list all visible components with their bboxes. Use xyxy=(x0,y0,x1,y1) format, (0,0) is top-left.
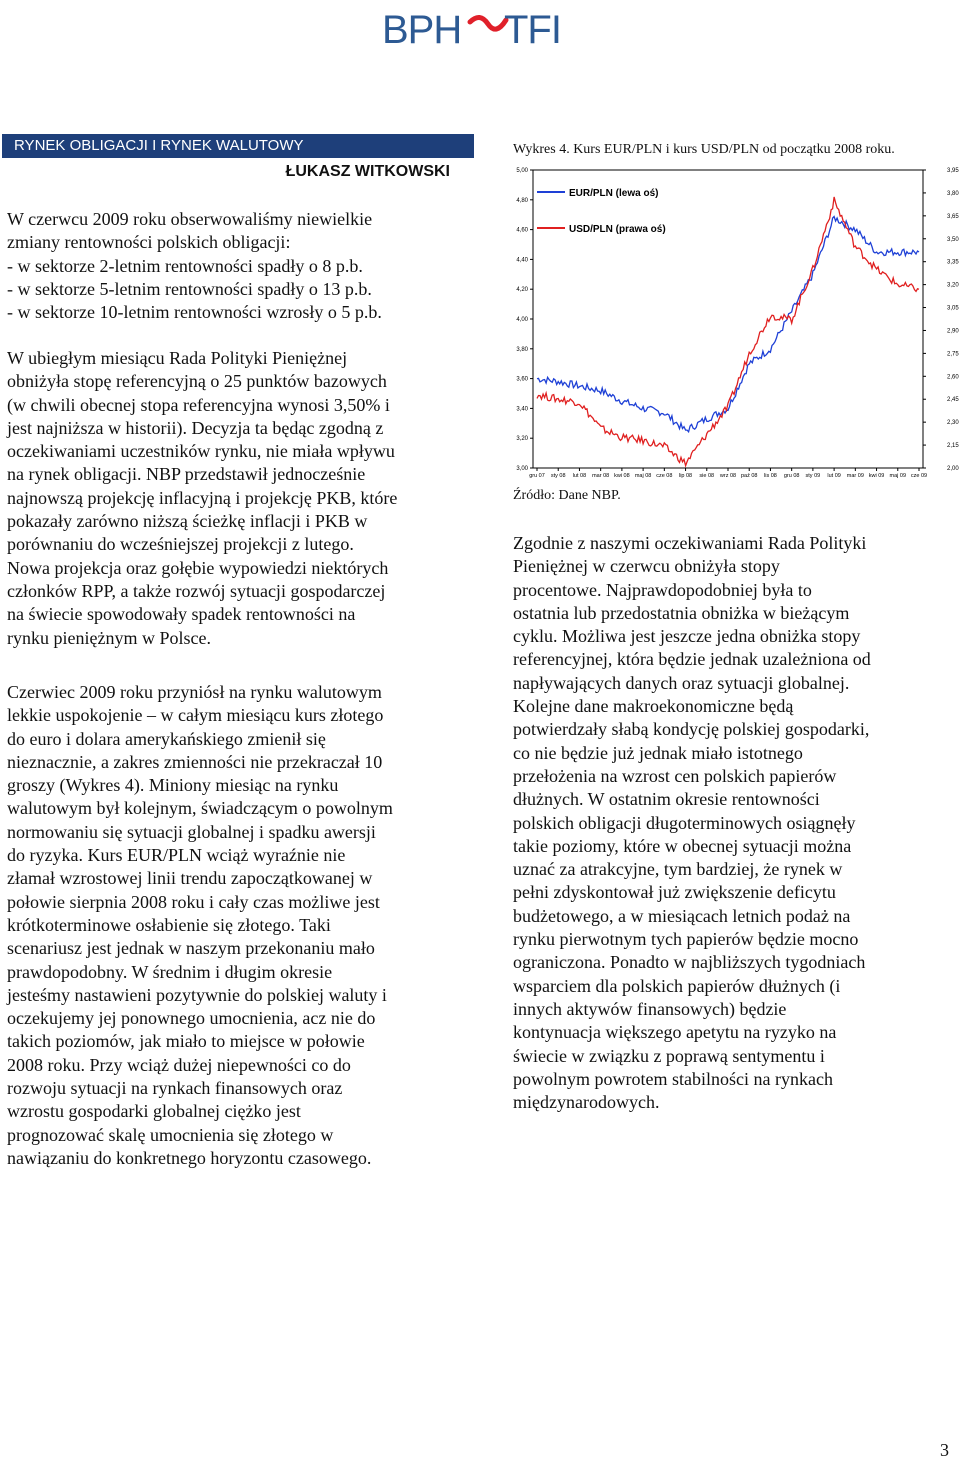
right-axis-tick-label: 3,95 xyxy=(947,168,959,174)
left-axis-tick-label: 3,60 xyxy=(516,376,528,383)
x-axis-tick-label: lip 08 xyxy=(678,473,693,479)
text-line: wsparciem dla polskich papierów dłużnych (i xyxy=(513,975,841,996)
text-line: oczekujemy jej ponownego umocnienia, acz nie do xyxy=(7,1008,376,1029)
left-axis-tick-label: 4,60 xyxy=(516,227,528,234)
left-axis-tick-label: 3,20 xyxy=(516,436,528,443)
x-axis-tick-label: cze 08 xyxy=(656,473,673,479)
text-line: innych aktywów finansowych) będzie xyxy=(513,998,787,1019)
text-line: takie poziomy, które w obecnej sytuacji można xyxy=(513,835,852,856)
left-axis-tick-label: 3,00 xyxy=(516,466,528,472)
fx-chart xyxy=(505,160,957,482)
paragraph-rpp xyxy=(7,347,449,650)
left-axis-tick-label: 4,20 xyxy=(516,287,528,294)
right-axis-tick-label: 2,45 xyxy=(947,397,959,404)
text-line: W ubiegłym miesiącu Rada Polityki Pieniężnej xyxy=(7,348,348,368)
x-axis-tick-label: kwi 09 xyxy=(868,473,885,479)
paragraph-currency xyxy=(7,681,449,1170)
right-axis-tick-label: 2,60 xyxy=(947,374,959,381)
text-line: potwierdzały słabą kondycję polskiej gospodarki, xyxy=(513,719,870,740)
plot-frame xyxy=(533,170,923,468)
left-axis-tick-label: 4,40 xyxy=(516,257,528,264)
text-line: oczekiwaniami uczestników rynku, nie miała wpływu xyxy=(7,441,395,462)
right-axis-tick-label: 3,50 xyxy=(947,236,959,243)
paragraph-intro xyxy=(7,208,449,324)
text-line: nawiązaniu do konkretnego horyzontu czasowego. xyxy=(7,1147,372,1168)
text-line: takich poziomów, jak miało to miejsce w połowie xyxy=(7,1031,365,1052)
text-line: złamał wzrostowej linii trendu zapoczątkowanej w xyxy=(7,868,373,889)
text-line: Czerwiec 2009 roku przyniósł na rynku walutowym xyxy=(7,682,382,702)
right-axis-tick-label: 2,00 xyxy=(947,466,959,472)
text-line: Pieniężnej w czerwcu obniżyła stopy xyxy=(513,556,780,577)
section-title: RYNEK OBLIGACJI I RYNEK WALUTOWY xyxy=(14,137,304,154)
x-axis-tick-label: sty 09 xyxy=(805,473,821,479)
text-line: procentowe. Najprawdopodobniej była to xyxy=(513,579,812,600)
text-line: referencyjnej, która będzie jednak uzależniona od xyxy=(513,649,871,670)
right-axis-tick-label: 3,80 xyxy=(947,190,959,197)
text-line: przełożenia na wzrost cen polskich papierów xyxy=(513,765,837,786)
text-line: porównaniu do wcześniejszej projekcji z lutego. xyxy=(7,534,354,555)
left-axis-tick-label: 4,80 xyxy=(516,197,528,204)
text-line: wzrostu gospodarki globalnej ciężko jest xyxy=(7,1101,301,1122)
text-line: członków RPP, a także rozwój sytuacji gospodarczej xyxy=(7,580,386,601)
right-axis-tick-label: 3,20 xyxy=(947,282,959,289)
text-line: polskich obligacji długoterminowych osiągnęły xyxy=(513,812,856,833)
x-axis-tick-label: kwi 08 xyxy=(614,473,630,479)
logo-swoosh-icon xyxy=(468,10,508,40)
text-line: na świecie spowodowały spadek rentowności na xyxy=(7,604,356,625)
x-axis-tick-label: lis 08 xyxy=(764,473,777,479)
text-line: Nowa projekcja oraz gołębie wypowiedzi niektórych xyxy=(7,557,389,578)
text-line: Kolejne dane makroekonomiczne będą xyxy=(513,696,794,717)
left-axis-tick-label: 3,40 xyxy=(516,406,528,413)
logo-text-bph: BPH xyxy=(382,8,462,52)
text-line: lekkie uspokojenie – w całym miesiącu kurs złotego xyxy=(7,705,384,726)
text-line: świecie w związku z poprawą sentymentu i xyxy=(513,1045,825,1066)
text-line: cyklu. Możliwa jest jeszcze jedna obniżka stopy xyxy=(513,626,861,647)
x-axis-tick-label: mar 08 xyxy=(592,473,610,479)
logo xyxy=(382,6,582,56)
right-axis-tick-label: 3,65 xyxy=(947,213,959,220)
text-line: kontynuacja większego apetytu na ryzyko na xyxy=(513,1022,837,1043)
x-axis-tick-label: maj 08 xyxy=(634,473,652,479)
series-line-eurpln xyxy=(537,217,919,432)
text-line: rynku pieniężnym w Polsce. xyxy=(7,627,211,648)
text-line: uznać za atrakcyjne, tym bardziej, że rynek w xyxy=(513,859,843,880)
text-line: normowaniu się sytuacji globalnej i spadku awersji xyxy=(7,821,376,842)
text-line: 2008 roku. Przy wciąż dużej niepewności co do xyxy=(7,1054,351,1075)
text-line: prognozować skalę umocnienia się złotego w xyxy=(7,1124,334,1145)
x-axis-tick-label: gru 08 xyxy=(783,473,800,479)
section-header xyxy=(2,134,474,158)
x-axis-tick-label: maj 09 xyxy=(889,473,907,479)
legend-label: EUR/PLN (lewa oś) xyxy=(569,188,659,199)
text-line: krótkoterminowe osłabienie się złotego. Taki xyxy=(7,914,331,935)
text-line: ograniczona. Ponadto w najbliższych tygodniach xyxy=(513,952,866,973)
text-line: pokazały zarówno niższą ścieżkę inflacji i PKB w xyxy=(7,511,368,532)
chart-caption: Wykres 4. Kurs EUR/PLN i kurs USD/PLN od początku 2008 roku. xyxy=(513,142,895,157)
text-line: pełni zdyskontował już zwiększenie deficytu xyxy=(513,882,836,903)
x-axis-tick-label: paź 08 xyxy=(740,473,758,479)
x-axis-tick-label: mar 09 xyxy=(846,473,864,479)
left-axis-tick-label: 4,00 xyxy=(516,317,528,323)
text-line: do euro i dolara amerykańskiego zmienił się xyxy=(7,728,326,749)
right-axis-tick-label: 3,35 xyxy=(947,259,959,266)
left-axis-tick-label: 3,80 xyxy=(516,346,528,353)
right-axis-tick-label: 2,30 xyxy=(947,420,959,427)
text-line: najnowszą projekcję inflacyjną i projekcję PKB, które xyxy=(7,487,398,508)
text-line: na rynek obligacji. NBP przedstawił jednocześnie xyxy=(7,464,366,485)
x-axis-tick-label: wrz 08 xyxy=(719,473,737,479)
text-line: zmiany rentowności polskich obligacji: xyxy=(7,232,291,253)
text-line: jesteśmy nastawieni pozytywnie do polskiej waluty i xyxy=(7,984,387,1005)
text-line: prawdopodobny. W średnim i długim okresie xyxy=(7,961,333,982)
right-axis-tick-label: 3,05 xyxy=(947,305,959,312)
text-line: walutowym był kolejnym, świadczącym o powolnym xyxy=(7,798,393,819)
logo-text-tfi: TFI xyxy=(504,8,561,52)
text-line: - w sektorze 10-letnim rentowności wzrosły o 5 p.b. xyxy=(7,302,382,323)
author-name: ŁUKASZ WITKOWSKI xyxy=(285,163,450,180)
text-line: Zgodnie z naszymi oczekiwaniami Rada Polityki xyxy=(513,533,867,553)
text-line: do ryzyka. Kurs EUR/PLN wciąż wyraźnie nie xyxy=(7,845,346,866)
chart-source: Źródło: Dane NBP. xyxy=(513,488,621,503)
x-axis-tick-label: gru 07 xyxy=(529,473,545,479)
text-line: groszy (Wykres 4). Miniony miesiąc na rynku xyxy=(7,775,339,796)
text-line: dłużnych. W ostatnim okresie rentowności xyxy=(513,789,820,810)
text-line: rozwoju sytuacji na rynkach finansowych oraz xyxy=(7,1078,343,1099)
text-line: (w chwili obecnej stopa referencyjna wynosi 3,50% i xyxy=(7,394,390,415)
text-line: co nie będzie już jednak miało istotnego xyxy=(513,742,803,763)
text-line: międzynarodowych. xyxy=(513,1092,660,1113)
text-line: - w sektorze 5-letnim rentowności spadły o 13 p.b. xyxy=(7,278,372,299)
text-line: jest najniższa w historii). Decyzja ta będąc zgodną z xyxy=(7,417,384,438)
text-line: rynku pierwotnym tych papierów będzie mocno xyxy=(513,929,859,950)
x-axis-tick-label: lut 08 xyxy=(572,473,587,479)
right-axis-tick-label: 2,90 xyxy=(947,328,959,335)
text-line: połowie sierpnia 2008 roku i cały czas możliwe jest xyxy=(7,891,380,912)
text-line: - w sektorze 2-letnim rentowności spadły o 8 p.b. xyxy=(7,255,363,276)
text-line: ostatnia lub przedostatnia obniżka w bieżącym xyxy=(513,602,850,623)
x-axis-tick-label: sty 08 xyxy=(550,473,566,479)
paragraph-outlook xyxy=(513,532,956,1114)
text-line: scenariusz jest jednak w naszym przekonaniu mało xyxy=(7,938,375,959)
page-number: 3 xyxy=(940,1440,949,1460)
text-line: napływających danych oraz sytuacji globalnej. xyxy=(513,672,850,693)
text-line: W czerwcu 2009 roku obserwowaliśmy niewielkie xyxy=(7,209,373,229)
text-line: nieznacznie, a zakres zmienności nie przekraczał 10 xyxy=(7,751,383,772)
right-axis-tick-label: 2,15 xyxy=(947,443,959,450)
legend-label: USD/PLN (prawa oś) xyxy=(569,224,666,235)
x-axis-tick-label: lut 09 xyxy=(827,473,841,479)
right-axis-tick-label: 2,75 xyxy=(947,351,959,358)
text-line: obniżyła stopę referencyjną o 25 punktów bazowych xyxy=(7,371,387,392)
x-axis-tick-label: sie 08 xyxy=(699,473,715,479)
left-axis-tick-label: 5,00 xyxy=(516,168,528,174)
text-line: budżetowego, a w miesiącach letnich podaż na xyxy=(513,905,851,926)
x-axis-tick-label: cze 09 xyxy=(910,473,928,479)
text-line: powolnym powrotem stabilności na rynkach xyxy=(513,1068,833,1089)
